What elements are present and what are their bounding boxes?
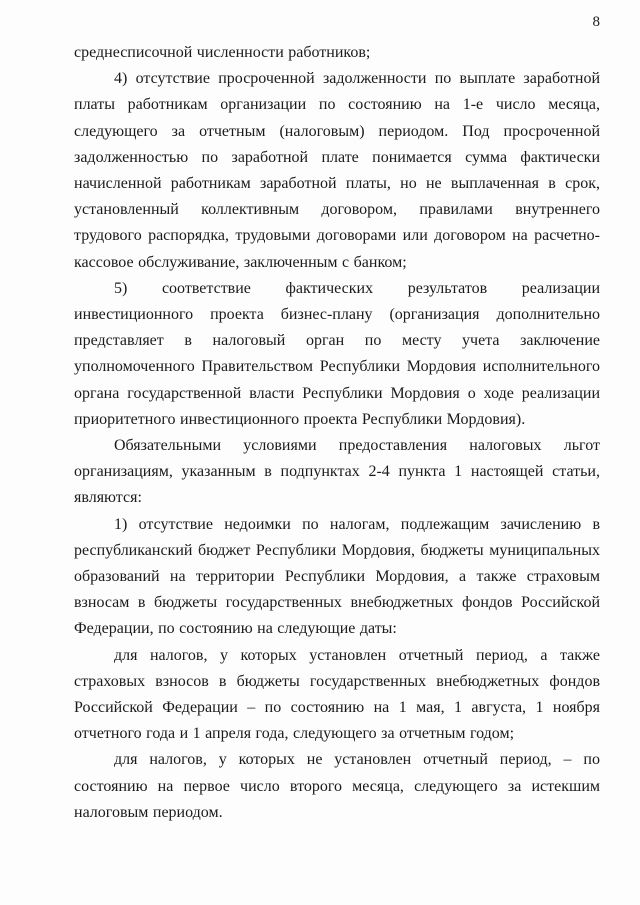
paragraph-item-5: 5) соответствие фактических результатов реализации инвестиционного проекта бизнес-плану (организация дополнительно представляет в налоговый орган по месту учета заключение уполномоченного Правительством Республики Мордовия исполнительного органа государственной власти Республики Мордовия о ходе реализации приоритетного инвестиционного проекта Республики Мордовия). bbox=[74, 279, 600, 428]
page-number: 8 bbox=[592, 14, 600, 30]
paragraph-taxes-with-period: для налогов, у которых установлен отчетный период, а также страховых взносов в бюджеты государственных внебюджетных фондов Российской Федерации – по состоянию на 1 мая, 1 августа, 1 ноября отчетного года и 1 апреля года, следующего за отчетным годом; bbox=[74, 646, 600, 743]
paragraph-condition-1: 1) отсутствие недоимки по налогам, подлежащим зачислению в республиканский бюджет Республики Мордовия, бюджеты муниципальных образований на территории Республики Мордовия, а также страховым взносам в бюджеты государственных внебюджетных фондов Российской Федерации, по состоянию на следующие даты: bbox=[74, 515, 600, 638]
document-body bbox=[74, 40, 600, 826]
paragraph-continuation: среднесписочной численности работников; bbox=[74, 44, 371, 61]
paragraph-taxes-without-period: для налогов, у которых не установлен отчетный период, – по состоянию на первое число второго месяца, следующего за истекшим налоговым периодом. bbox=[74, 751, 600, 821]
paragraph-mandatory-conditions: Обязательными условиями предоставления налоговых льгот организациям, указанным в подпунктах 2-4 пункта 1 настоящей статьи, являются: bbox=[74, 437, 600, 507]
paragraph-item-4: 4) отсутствие просроченной задолженности по выплате заработной платы работникам организации по состоянию на 1-е число месяца, следующего за отчетным (налоговым) периодом. Под просроченной задолженностью по заработной плате понимается сумма фактически начисленной работникам заработной платы, но не выплаченная в срок, установленный коллективным договором, правилами внутреннего трудового распорядка, трудовыми договорами или договором на расчетно-кассовое обслуживание, заключенным с банком; bbox=[74, 70, 600, 271]
